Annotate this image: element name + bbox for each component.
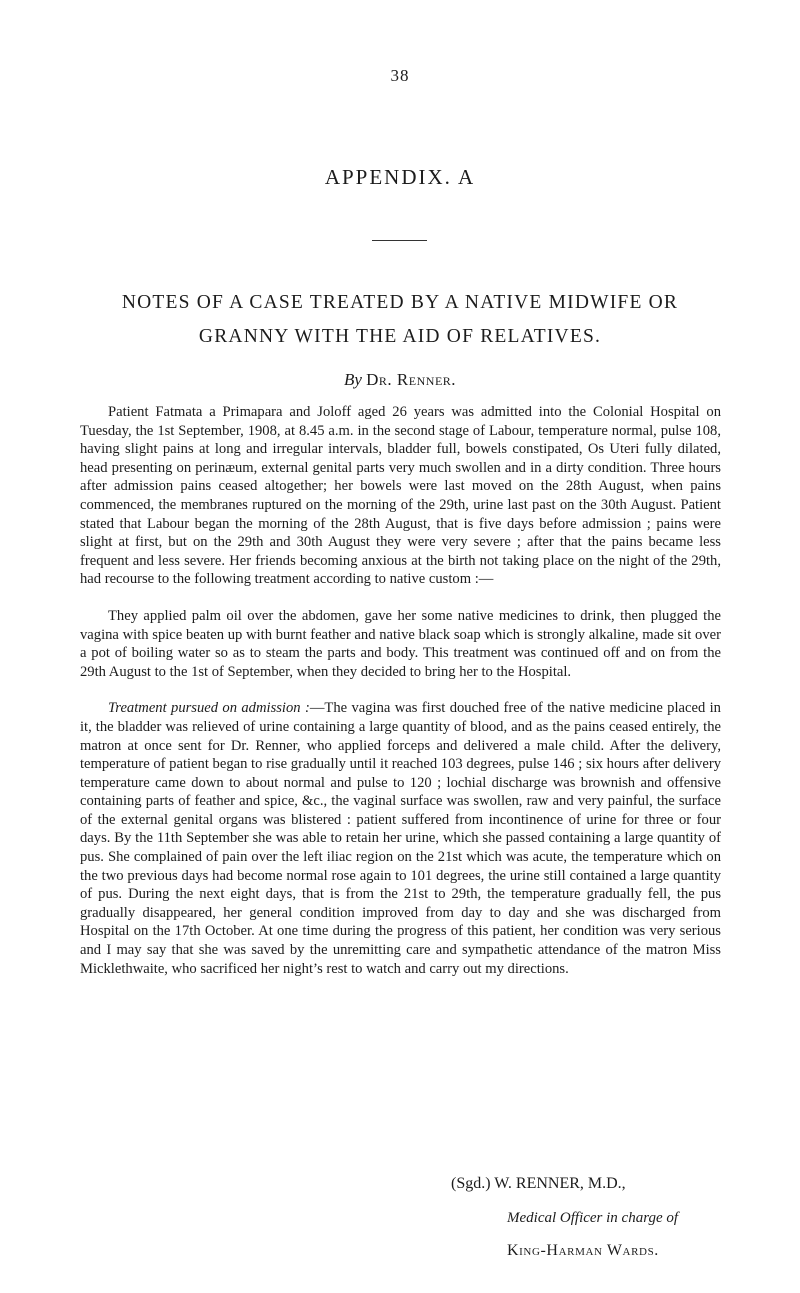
paragraph-native-treatment: They applied palm oil over the abdomen, gave her some native medicines to drink, then plugged the vagina with spice beaten up with burnt feather and native black soap which is strongly alkaline, made sit over a pot of boiling water so as to steam the parts and body. This treatment was continued off and on from the 29th August to the 1st of September, when they decided to bring her to the Hospital.	[80, 607, 721, 680]
byline-by: By	[343, 370, 362, 389]
signature-role: Medical Officer in charge of	[507, 1210, 679, 1226]
paragraph-hospital-treatment	[80, 699, 721, 978]
byline	[0, 370, 800, 390]
signature-ward: King-Harman Wards.	[507, 1242, 659, 1259]
signature-name: (Sgd.) W. RENNER, M.D.,	[451, 1175, 626, 1192]
document-title: NOTES OF A CASE TREATED BY A NATIVE MIDWIFE OR GRANNY WITH THE AID OF RELATIVES.	[121, 292, 679, 347]
body-text	[80, 403, 721, 978]
treatment-text: —The vagina was first douched free of the native medicine placed in it, the bladder was relieved of urine containing a large quantity of blood, and as the pains ceased entirely, the matron at once sent for Dr. Renner, who applied forceps and delivered a male child. After the delivery, temperature of patient began to rise gradually until it reached 103 degrees, pulse 146 ; six hours after delivery temperature came down to about normal and pulse to 120 ; lochial discharge was brownish and offensive containing parts of feather and spice, &c., the vaginal surface was swollen, raw and very painful, the surface of the external genital organs was blistered : patient suffered from incontinence of urine for three or four days. By the 11th September she was able to retain her urine, which she passed containing a large quantity of pus. She complained of pain over the left iliac region on the 21st which was acute, the temperature which on the two previous days had become normal rose again to 101 degrees, the urine still contained a large quantity of pus. During the next eight days, that is from the 21st to 29th, the temperature gradually fell, the pus gradually disappeared, her general condition improved from day to day and she was discharged from Hospital on the 17th October. At one time during the progress of this patient, her condition was very serious and I may say that she was saved by the unremitting care and sympathetic attendance of the matron Miss Micklethwaite, who sacrificed her night’s rest to watch and carry out my directions.	[80, 700, 721, 977]
page-number: 38	[390, 66, 410, 85]
byline-author: Dr. Renner.	[366, 370, 457, 389]
heading-divider	[372, 240, 427, 241]
paragraph-admission: Patient Fatmata a Primapara and Joloff aged 26 years was admitted into the Colonial Hospital on Tuesday, the 1st September, 1908, at 8.45 a.m. in the second stage of Labour, temperature normal, pulse 108, having slight pains at long and irregular intervals, bladder full, bowels constipated, Os Uteri fully dilated, head presenting on perinæum, external genital parts very much swollen and in a dirty condition. Three hours after admission pains ceased altogether; her bowels were last moved on the 28th August, when pains commenced, the membranes ruptured on the morning of the 29th, urine last past on the 30th August. Patient stated that Labour began the morning of the 28th August, that is five days before admission ; pains were slight at first, but on the 29th and 30th August they were very severe ; after that the pains became less frequent and less severe. Her friends becoming anxious at the birth not taking place on the night of the 29th, had recourse to the following treatment according to native custom :—	[80, 404, 721, 588]
appendix-heading: APPENDIX. A	[324, 165, 476, 189]
treatment-lead-in: Treatment pursued on admission :	[108, 700, 310, 717]
